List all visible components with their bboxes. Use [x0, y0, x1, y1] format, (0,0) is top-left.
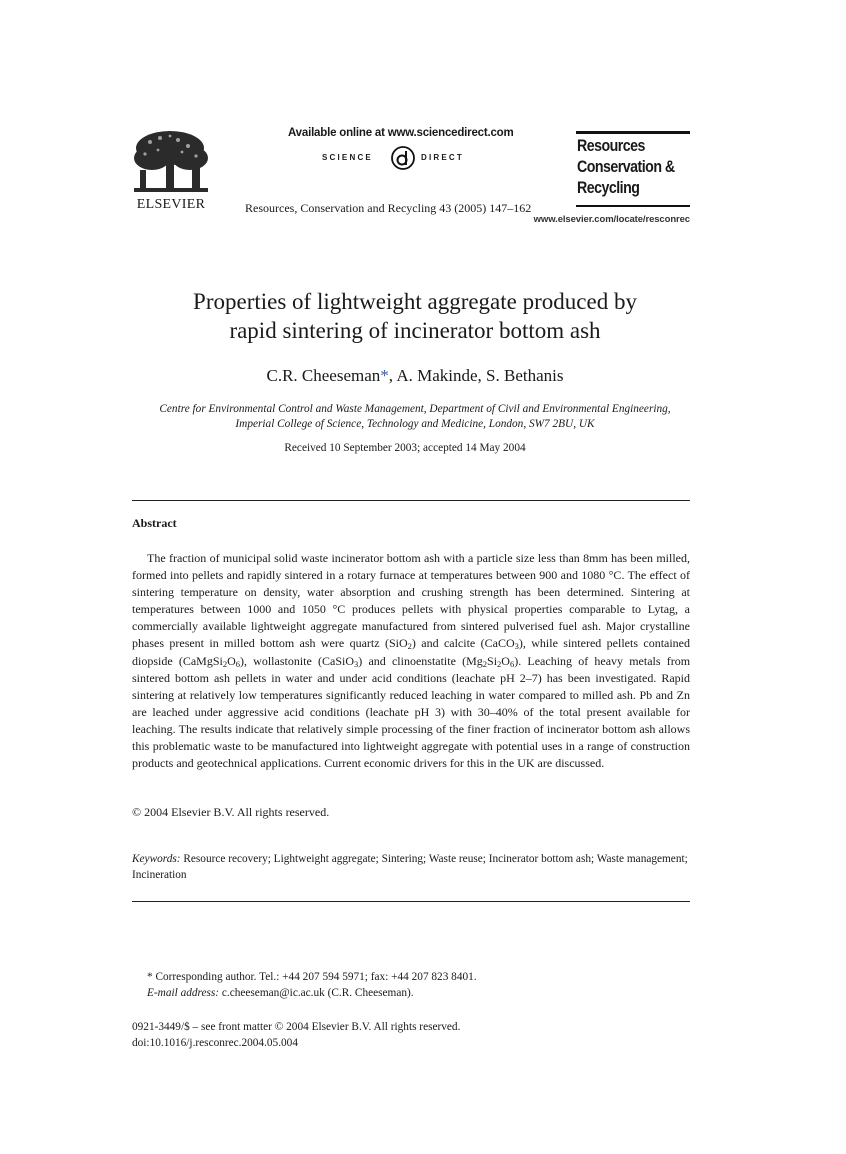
journal-url: www.elsevier.com/locate/resconrec	[533, 214, 690, 225]
abstract-text: The fraction of municipal solid waste incinerator bottom ash with a particle size less than 8mm has been milled, formed into pellets and rapidly sintered in a rotary furnace at temperatures between 900 and 1080 °C. The effect of sintering temperature on density, water absorption and crushing strength has been determined. Sintering at temperatures between 1000 and 1050 °C produces pellets with physical properties comparable to Lytag, a commercially available lightweight aggregate manufactured from sintered pulverised fuel ash. Major crystalline phases present in milled bottom ash were quartz (SiO	[132, 551, 690, 651]
title-line2: rapid sintering of incinerator bottom ash	[229, 318, 601, 343]
sciencedirect-left-text: SCIENCE	[322, 153, 373, 162]
author-list	[100, 366, 730, 386]
journal-name-line1: Resources	[577, 137, 645, 155]
abstract-heading: Abstract	[132, 516, 177, 530]
issn-line: 0921-3449/$ – see front matter © 2004 Elsevier B.V. All rights reserved.	[132, 1021, 461, 1033]
email-text[interactable]: c.cheeseman@ic.ac.uk (C.R. Cheeseman).	[219, 987, 414, 999]
affiliation-line1: Centre for Environmental Control and Waste Management, Department of Civil and Environmental Engineering,	[159, 403, 671, 415]
abstract-text: Si	[487, 653, 498, 668]
journal-rule-bottom	[576, 205, 690, 207]
journal-name-line3: Recycling	[577, 179, 640, 197]
keywords-text: Resource recovery; Lightweight aggregate; Sintering; Waste reuse; Incinerator bottom ash; Waste management; Incineration	[132, 853, 688, 881]
journal-name	[577, 136, 675, 199]
keywords	[132, 852, 690, 883]
subscript: 3	[514, 641, 519, 652]
affiliation-line2: Imperial College of Science, Technology and Medicine, London, SW7 2BU, UK	[235, 418, 595, 430]
footnote-corresponding-author: * Corresponding author. Tel.: +44 207 594 5971; fax: +44 207 823 8401.	[147, 971, 477, 983]
divider-bottom	[132, 901, 690, 902]
sciencedirect-logo-icon	[390, 145, 416, 171]
corresponding-author-link[interactable]: *	[380, 366, 389, 385]
author-1: C.R. Cheeseman	[266, 366, 381, 385]
abstract-body	[132, 550, 690, 772]
abstract-text: ), wollastonite (CaSiO	[240, 653, 355, 668]
sciencedirect-right-text: DIRECT	[421, 153, 464, 162]
received-accepted-dates: Received 10 September 2003; accepted 14 May 2004	[284, 442, 526, 454]
abstract-paragraph	[132, 550, 690, 772]
subscript: 2	[482, 658, 488, 669]
title-line1: Properties of lightweight aggregate produced by	[193, 289, 637, 314]
journal-name-line2: Conservation &	[577, 158, 675, 176]
email-label: E-mail address:	[147, 987, 220, 999]
doi-line[interactable]: doi:10.1016/j.resconrec.2004.05.004	[132, 1037, 298, 1049]
abstract-text: O	[501, 653, 510, 668]
journal-rule-top	[576, 131, 690, 134]
publisher-name: ELSEVIER	[136, 197, 206, 212]
subscript: 2	[222, 658, 228, 669]
abstract-text: ). Leaching of heavy metals from sintered bottom ash pellets in water and under acid conditions (leachate pH 2–7) has been investigated. Rapid sintering at relatively low temperatures significantly reduced leaching in water compared to milled ash. Pb and Zn are leached under aggressive acid conditions (leachate pH 3) with 30–40% of the total present available for leaching. The results indicate that relatively simple processing of the finer fraction of incinerator bottom ash allows this problematic waste to be manufactured into lightweight aggregate with potential uses in a range of construction products and geotechnical applications. Current economic drivers for this in the UK are discussed.	[132, 653, 691, 771]
subscript: 6	[509, 658, 515, 669]
journal-citation: Resources, Conservation and Recycling 43 (2005) 147–162	[245, 201, 532, 215]
divider-top	[132, 500, 690, 501]
subscript: 2	[497, 658, 502, 669]
authors-rest: , A. Makinde, S. Bethanis	[388, 366, 564, 385]
subscript: 2	[407, 641, 412, 652]
abstract-text: ) and calcite (CaCO	[411, 636, 515, 651]
abstract-text: O	[227, 653, 236, 668]
abstract-text: ), while sintered pellets contained diopside (CaMgSi	[132, 636, 691, 668]
affiliation	[110, 402, 720, 432]
available-online-text: Available online at www.sciencedirect.com	[288, 127, 514, 139]
abstract-text: ) and clinoenstatite (Mg	[358, 653, 483, 668]
subscript: 6	[235, 658, 241, 669]
article-title	[100, 287, 730, 345]
keywords-label: Keywords:	[132, 853, 181, 865]
abstract-copyright: © 2004 Elsevier B.V. All rights reserved.	[132, 805, 330, 819]
footnote-email	[147, 985, 414, 1001]
subscript: 3	[354, 658, 359, 669]
